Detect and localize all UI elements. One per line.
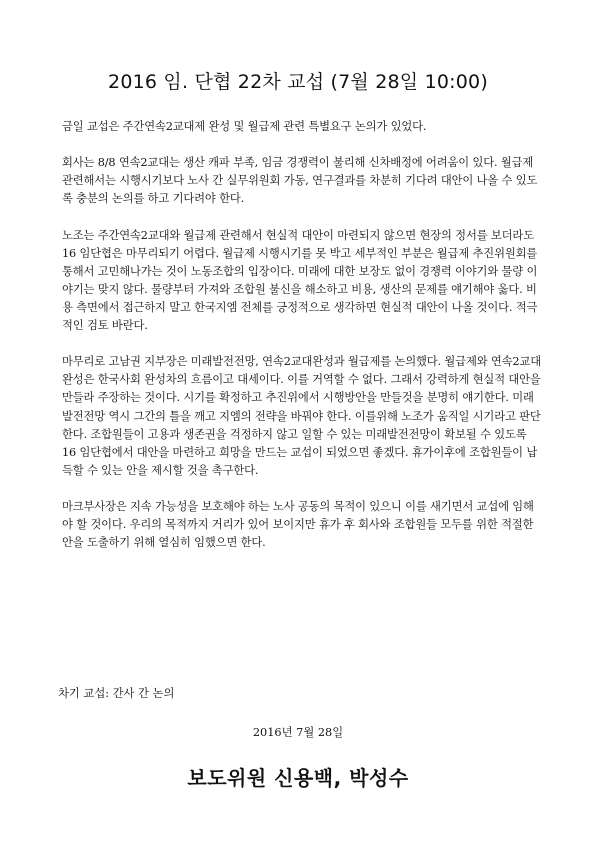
document-date: 2016년 7월 28일	[252, 726, 344, 739]
document-title: 2016 임. 단협 22차 교섭 (7월 28일 10:00)	[108, 71, 488, 93]
paragraph-vice-president: 마크부사장은 지속 가능성을 보호해야 하는 노사 공동의 목적이 있으니 이를 새기면서 교섭에 임해야 할 것이다. 우리의 목적까지 거리가 있어 보이지만 휴가 후 회사와 조합원들 모두를 위한 적절한 안을 도출하기 위해 열심히 임했으면 한다.	[62, 499, 534, 550]
paragraph-chief: 마무리로 고남권 지부장은 미래발전전망, 연속2교대완성과 월급제를 논의했다. 월급제와 연속2교대완성은 한국사회 완성차의 흐름이고 대세이다. 이를 거역할 수 없다. 그래서 강력하게 현실적 대안을 만들라 주장하는 것이다. 시기를 확정하고 추진위에서 시행방안을 만들것을 분명히 얘기한다. 미래발전전망 역시 그간의 틀을 깨고 지엠의 전략을 바꿔야 한다. 이를위해 노조가 움직일 시기라고 판단한다. 조합원들이 고용과 생존권을 걱정하지 않고 일할 수 있는 미래발전전망이 확보될 수 있도록 16 임단협에서 대안을 마련하고 희망을 만드는 교섭이 되었으면 좋겠다. 휴가이후에 조합원들이 납득할 수 있는 안을 제시할 것을 촉구한다.	[62, 355, 542, 477]
reporter-signature: 보도위원 신용백, 박성수	[187, 766, 409, 790]
paragraph-union: 노조는 주간연속2교대와 월급제 관련해서 현실적 대안이 마련되지 않으면 현장의 정서를 보더라도 16 임단협은 마무리되기 어렵다. 월급제 시행시기를 못 박고 세부적인 부분은 월급제 추진위원회를 통해서 고민해나가는 것이 노동조합의 입장이다. 미래에 대한 보장도 없이 경쟁력 이야기와 물량 이야기는 맞지 않다. 물량부터 가져와 조합원 불신을 해소하고 비용, 생산의 문제를 얘기해야 옳다. 비용 측면에서 접근하지 말고 한국지엠 전체를 긍정적으로 생각하면 현실적 대안이 나올 것이다. 적극적인 검토 바란다.	[62, 228, 538, 333]
paragraph-intro: 금일 교섭은 주간연속2교대제 완성 및 월급제 관련 특별요구 논의가 있었다.	[62, 120, 427, 133]
paragraph-company: 회사는 8/8 연속2교대는 생산 캐파 부족, 임금 경쟁력이 불리해 신차배정에 어려움이 있다. 월급제 관련해서는 시행시기보다 노사 간 실무위원회 가동, 연구결과를 차분히 기다려 대안이 나올 수 있도록 충분의 논의를 하고 기다려야 한다.	[62, 156, 538, 206]
document-body	[58, 118, 542, 570]
next-meeting-note: 차기 교섭: 간사 간 논의	[58, 687, 175, 700]
